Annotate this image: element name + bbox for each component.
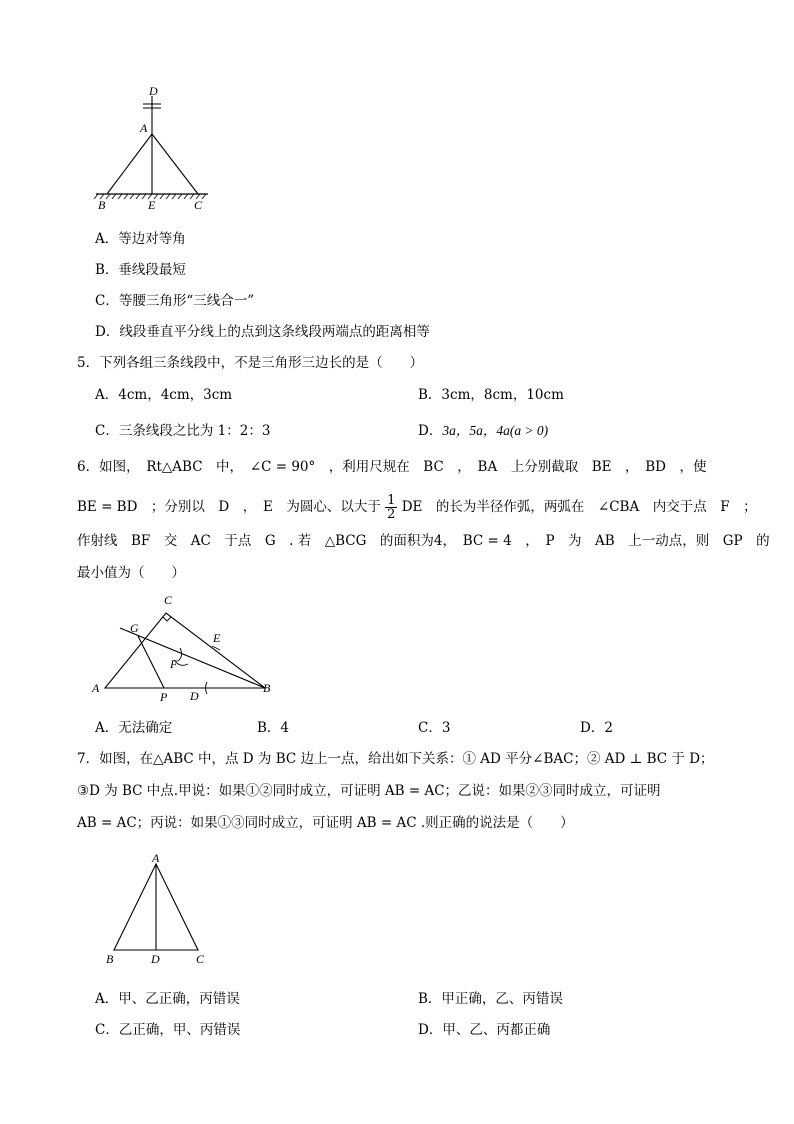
- q6-line3: 作射线 BF 交 AC 于点 G . 若 △BCG 的面积为4， BC = 4 ， P 为 AB 上一动点，则 GP 的: [77, 533, 770, 549]
- q6-option-a[interactable]: A．无法确定: [95, 720, 173, 736]
- label-B: B: [98, 198, 106, 212]
- label-C: C: [164, 593, 173, 607]
- label-B: B: [106, 952, 114, 966]
- q5-option-c[interactable]: C．三条线段之比为 1：2：3: [95, 423, 271, 439]
- q7-line3: AB = AC；丙说：如果①③同时成立，可证明 AB = AC .则正确的说法是（ ）: [77, 815, 574, 831]
- label-P: P: [160, 690, 168, 704]
- q7-option-c[interactable]: C．乙正确，甲、丙错误: [95, 1022, 241, 1038]
- label-E: E: [213, 631, 221, 645]
- q7-line2: ③D 为 BC 中点.甲说：如果①②同时成立，可证明 AB = AC；乙说：如果②③同时成立，可证明: [77, 783, 661, 799]
- q5-stem: 5．下列各组三条线段中，不是三角形三边长的是（ ）: [77, 355, 424, 371]
- label-D: D: [151, 952, 160, 966]
- q4-option-a[interactable]: A．等边对等角: [95, 231, 186, 247]
- q4-option-b[interactable]: B．垂线段最短: [95, 262, 186, 278]
- label-D: D: [190, 689, 199, 703]
- q6-option-c[interactable]: C．3: [418, 720, 451, 736]
- label-D: D: [149, 84, 158, 98]
- label-E: E: [148, 198, 156, 212]
- q5-option-a[interactable]: A．4cm，4cm，3cm: [95, 387, 233, 403]
- figure-q7-triangle: [100, 850, 220, 970]
- label-C: C: [194, 198, 203, 212]
- q6-line1: 6．如图， Rt△ABC 中， ∠C = 90° ，利用尺规在 BC ， BA 上分别截取 BE ， BD ，使: [77, 459, 707, 475]
- label-C: C: [196, 952, 205, 966]
- q7-line1: 7．如图，在△ABC 中，点 D 为 BC 边上一点，给出如下关系：① AD 平分∠BAC；② AD ⊥ BC 于 D；: [77, 751, 714, 767]
- q5-option-b[interactable]: B．3cm，8cm，10cm: [418, 387, 564, 403]
- q7-option-b[interactable]: B．甲正确，乙、丙错误: [418, 991, 563, 1007]
- q7-option-d[interactable]: D．甲、乙、丙都正确: [418, 1022, 551, 1038]
- q6-option-b[interactable]: B．4: [257, 720, 290, 736]
- figure-pole-diagram: [90, 84, 220, 214]
- q5-option-d[interactable]: D．3a，5a，4a(a > 0): [418, 423, 549, 439]
- label-F: F: [170, 657, 178, 671]
- label-A: A: [140, 121, 148, 135]
- label-B: B: [263, 681, 271, 695]
- q7-option-a[interactable]: A．甲、乙正确，丙错误: [95, 991, 240, 1007]
- q4-option-c[interactable]: C．等腰三角形“三线合一”: [95, 293, 255, 309]
- q6-option-d[interactable]: D．2: [580, 720, 613, 736]
- q6-line2: BE = BD ；分别以 D ， E 为圆心、以大于 $\frac{1}{2}$ DE 的长为半径作弧，两弧在 ∠CBA 内交于点 F ；: [77, 493, 757, 522]
- label-G: G: [130, 621, 139, 635]
- q4-option-d[interactable]: D．线段垂直平分线上的点到这条线段两端点的距离相等: [95, 324, 430, 340]
- figure-q6-triangle: [90, 588, 280, 708]
- fraction-one-half: $\frac{1}{2}$: [387, 493, 396, 522]
- q6-line4: 最小值为（ ）: [77, 565, 185, 581]
- label-A: A: [152, 851, 160, 865]
- label-A: A: [92, 681, 100, 695]
